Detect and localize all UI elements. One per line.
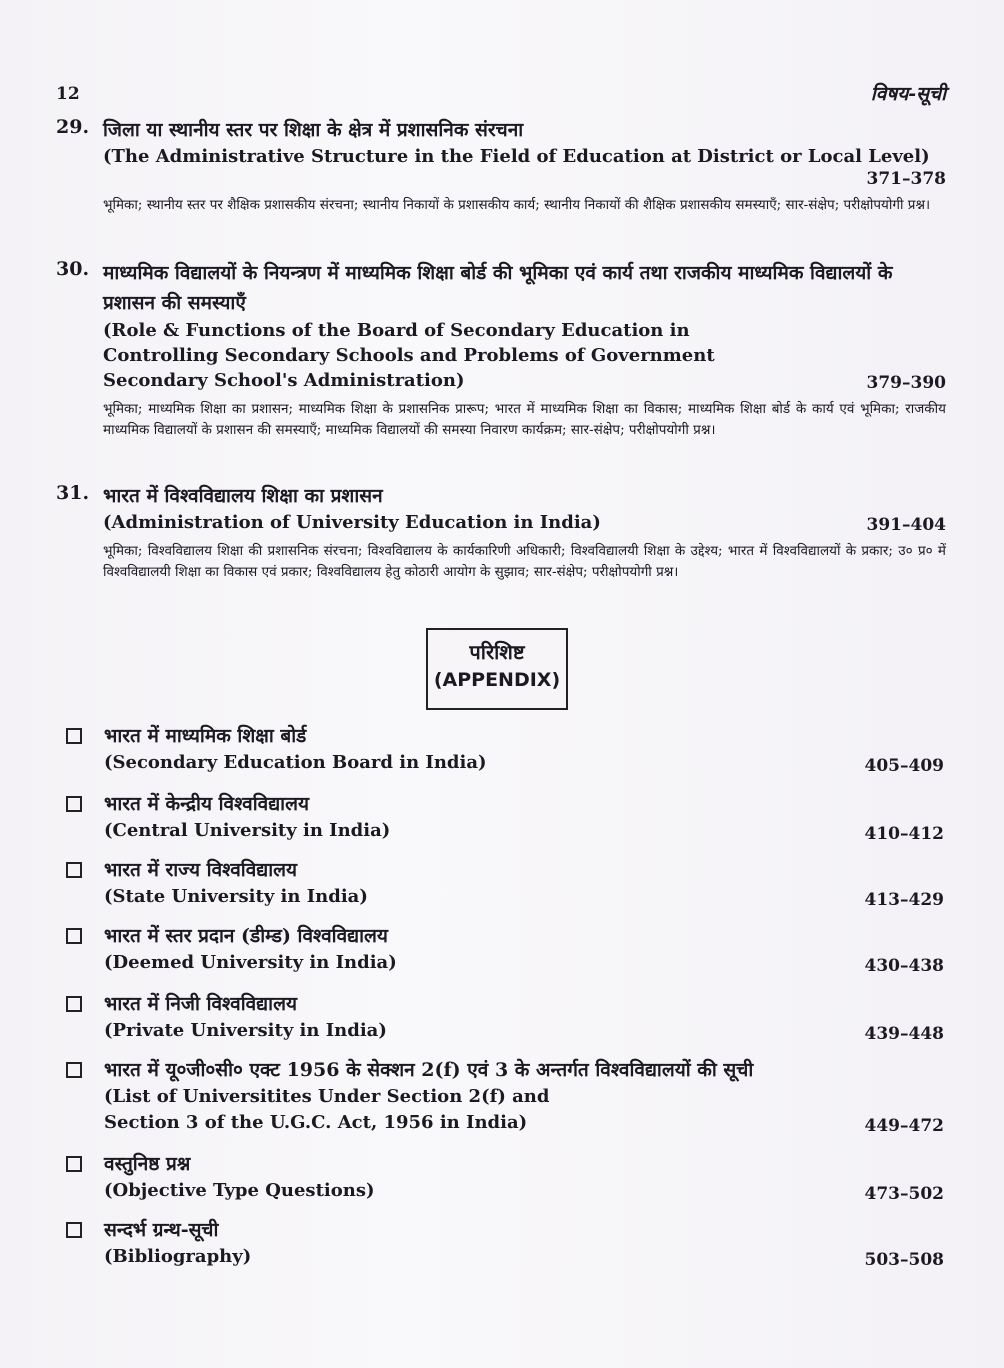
running-header-title: विषय-सूची <box>870 83 946 105</box>
appendix-item-hindi: भारत में स्तर प्रदान (डीम्ड) विश्वविद्यालय <box>104 925 388 947</box>
appendix-item-hindi: भारत में माध्यमिक शिक्षा बोर्ड <box>104 725 307 747</box>
checkbox-bullet-icon <box>66 1062 82 1078</box>
appendix-item <box>66 856 944 910</box>
checkbox-bullet-icon <box>66 996 82 1012</box>
chapter-summary: भूमिका; विश्वविद्यालय शिक्षा की प्रशासनिक संरचना; विश्वविद्यालय के कार्यकारिणी अधिकारी; विश्वविद्यालयी शिक्षा के उद्देश्य; भारत में विश्वविद्यालयों के प्रकार; उ० प्र० में विश्वविद्यालयी शिक्षा का विकास एवं प्रकार; विश्वविद्यालय हेतु कोठारी आयोग के सुझाव; सार-संक्षेप; परीक्षोपयोगी प्रश्न। <box>103 543 946 580</box>
chapter-english-title: (The Administrative Structure in the Field of Education at District or Local Level) <box>103 146 930 167</box>
appendix-item-hindi: वस्तुनिष्ठ प्रश्न <box>104 1153 191 1175</box>
checkbox-bullet-icon <box>66 1156 82 1172</box>
appendix-item-hindi: भारत में केन्द्रीय विश्वविद्यालय <box>104 793 309 815</box>
appendix-item-page-range: 439–448 <box>864 1024 944 1044</box>
chapter-number: 29. <box>56 116 90 138</box>
chapter-page-range: 379–390 <box>866 373 946 393</box>
chapter-english-title-line-3: Secondary School's Administration) <box>103 370 465 391</box>
chapter-hindi-title: जिला या स्थानीय स्तर पर शिक्षा के क्षेत्र में प्रशासनिक संरचना <box>103 119 524 141</box>
chapter-english-title: (Administration of University Education in India) <box>103 512 601 533</box>
checkbox-bullet-icon <box>66 1222 82 1238</box>
appendix-item-page-range: 410–412 <box>864 824 944 844</box>
appendix-item-page-range: 430–438 <box>864 956 944 976</box>
appendix-item-page-range: 405–409 <box>864 756 944 776</box>
appendix-item <box>66 1150 944 1204</box>
chapter-29 <box>56 116 946 216</box>
checkbox-bullet-icon <box>66 928 82 944</box>
appendix-item <box>66 1216 944 1270</box>
chapter-31 <box>56 482 946 583</box>
appendix-item <box>66 790 944 844</box>
checkbox-bullet-icon <box>66 796 82 812</box>
appendix-item-hindi: भारत में निजी विश्वविद्यालय <box>104 993 297 1015</box>
appendix-item-page-range: 503–508 <box>864 1250 944 1270</box>
appendix-heading-box <box>426 628 568 710</box>
chapter-summary: भूमिका; माध्यमिक शिक्षा का प्रशासन; माध्यमिक शिक्षा के प्रशासनिक प्रारूप; भारत में माध्यमिक शिक्षा का विकास; माध्यमिक शिक्षा बोर्ड के कार्य एवं भूमिका; राजकीय माध्यमिक विद्यालयों के प्रशासन की समस्याएँ; माध्यमिक विद्यालयों की समस्या निवारण कार्यक्रम; सार-संक्षेप; परीक्षोपयोगी प्रश्न। <box>103 401 946 438</box>
appendix-english-heading: (APPENDIX) <box>433 669 561 691</box>
appendix-item-english-line-2: Section 3 of the U.G.C. Act, 1956 in India) <box>104 1112 528 1133</box>
appendix-hindi-heading: परिशिष्ट <box>469 640 525 664</box>
appendix-item-english-line-1: (List of Universitites Under Section 2(f) and <box>104 1086 550 1107</box>
appendix-item-hindi: भारत में राज्य विश्वविद्यालय <box>104 859 298 881</box>
chapter-hindi-title: भारत में विश्वविद्यालय शिक्षा का प्रशासन <box>103 485 383 507</box>
chapter-30 <box>56 258 946 441</box>
appendix-item-hindi: भारत में यू०जी०सी० एक्ट 1956 के सेक्शन 2(f) एवं 3 के अन्तर्गत विश्वविद्यालयों की सूची <box>104 1059 754 1081</box>
appendix-item <box>66 990 944 1044</box>
chapter-hindi-title: माध्यमिक विद्यालयों के नियन्त्रण में माध्यमिक शिक्षा बोर्ड की भूमिका एवं कार्य तथा राजकीय माध्यमिक विद्यालयों के प्रशासन की समस्याएँ <box>103 262 893 314</box>
appendix-item-english: (Objective Type Questions) <box>104 1180 375 1201</box>
chapter-number: 31. <box>56 482 90 504</box>
appendix-item <box>66 722 944 776</box>
appendix-item-english: (Secondary Education Board in India) <box>104 752 487 773</box>
chapter-number: 30. <box>56 258 90 280</box>
checkbox-bullet-icon <box>66 728 82 744</box>
chapter-english-title-line-1: (Role & Functions of the Board of Secondary Education in <box>103 320 690 341</box>
appendix-item-page-range: 449–472 <box>864 1116 944 1136</box>
chapter-page-range: 391–404 <box>866 515 946 535</box>
appendix-item-english: (Deemed University in India) <box>104 952 397 973</box>
page-number: 12 <box>56 84 80 104</box>
appendix-item-page-range: 413–429 <box>864 890 944 910</box>
appendix-item-english: (Private University in India) <box>104 1020 387 1041</box>
checkbox-bullet-icon <box>66 862 82 878</box>
chapter-page-range: 371–378 <box>866 169 946 189</box>
appendix-item-hindi: सन्दर्भ ग्रन्थ-सूची <box>104 1219 219 1241</box>
appendix-item-page-range: 473–502 <box>864 1184 944 1204</box>
appendix-item-english: (Bibliography) <box>104 1246 252 1267</box>
appendix-item <box>66 922 944 976</box>
appendix-item <box>66 1056 944 1136</box>
appendix-item-english: (Central University in India) <box>104 820 391 841</box>
appendix-item-english: (State University in India) <box>104 886 368 907</box>
chapter-english-title-line-2: Controlling Secondary Schools and Problems of Government <box>103 345 715 366</box>
chapter-summary: भूमिका; स्थानीय स्तर पर शैक्षिक प्रशासकीय संरचना; स्थानीय निकायों के प्रशासकीय कार्य; स्थानीय निकायों की शैक्षिक प्रशासकीय समस्याएँ; सार-संक्षेप; परीक्षोपयोगी प्रश्न। <box>103 197 931 213</box>
